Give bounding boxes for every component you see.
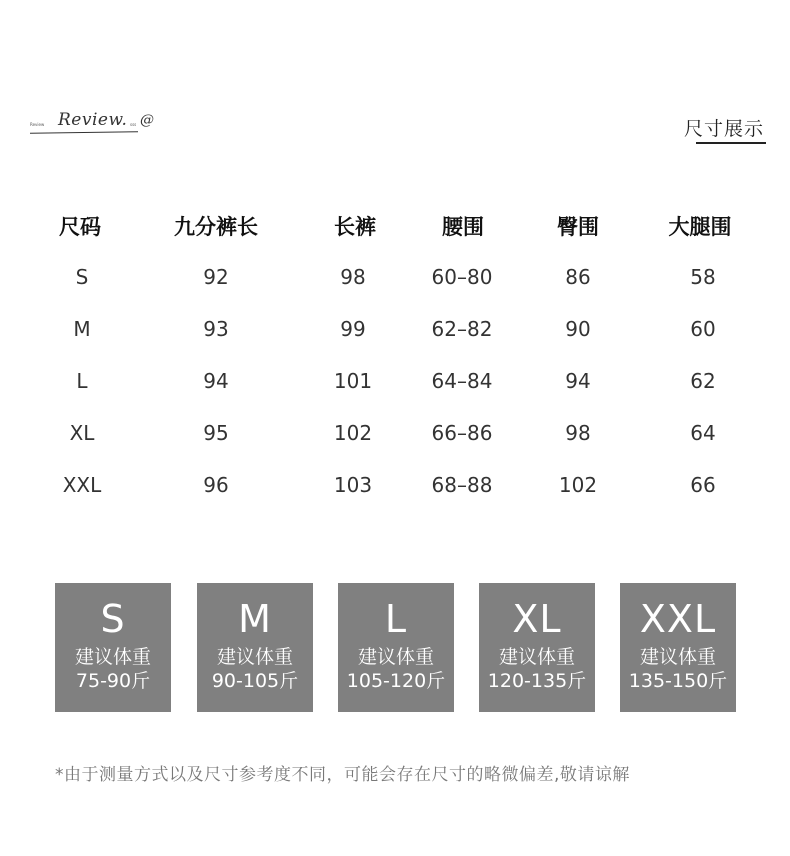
header-thigh: 大腿围 xyxy=(668,215,732,239)
table-row xyxy=(0,361,790,413)
logo-underline xyxy=(30,131,138,134)
table-cell: 98 xyxy=(565,421,591,445)
table-cell: 92 xyxy=(203,265,229,289)
header-size: 尺码 xyxy=(59,215,101,239)
logo-wordmark: Review. xyxy=(58,110,128,130)
table-cell: 66 xyxy=(690,473,716,497)
logo-tiny-text-left: Review xyxy=(30,122,45,127)
card-size: L xyxy=(384,597,408,641)
section-title-underline xyxy=(696,142,766,144)
table-cell: XXL xyxy=(62,473,102,497)
header-cropped-length: 九分裤长 xyxy=(174,215,258,239)
table-cell: XL xyxy=(69,421,95,445)
table-cell: M xyxy=(73,317,91,341)
table-cell: 68–88 xyxy=(431,473,493,497)
table-cell: 60–80 xyxy=(431,265,493,289)
table-cell: 66–86 xyxy=(431,421,493,445)
table-cell: 90 xyxy=(565,317,591,341)
weight-card-s xyxy=(55,583,171,712)
table-cell: 103 xyxy=(333,473,373,497)
table-cell: 96 xyxy=(203,473,229,497)
table-cell: L xyxy=(76,369,88,393)
table-cell: 102 xyxy=(333,421,373,445)
table-cell: 101 xyxy=(333,369,373,393)
weight-card-xxl xyxy=(620,583,736,712)
card-size: XXL xyxy=(639,597,717,641)
table-cell: 93 xyxy=(203,317,229,341)
size-table xyxy=(0,205,790,517)
weight-card-m xyxy=(197,583,313,712)
table-cell: 94 xyxy=(203,369,229,393)
table-row xyxy=(0,257,790,309)
table-cell: 58 xyxy=(690,265,716,289)
card-size: XL xyxy=(512,597,562,641)
card-weight-range: 120-135斤 xyxy=(487,670,587,692)
card-label: 建议体重 xyxy=(74,646,151,668)
table-cell: 64–84 xyxy=(431,369,493,393)
table-row xyxy=(0,465,790,517)
card-label: 建议体重 xyxy=(498,646,575,668)
card-weight-range: 90-105斤 xyxy=(211,670,299,692)
table-cell: 98 xyxy=(340,265,366,289)
card-label: 建议体重 xyxy=(216,646,293,668)
table-cell: 86 xyxy=(565,265,591,289)
table-row xyxy=(0,413,790,465)
section-title: 尺寸展示 xyxy=(684,118,765,140)
logo-swirl-icon: @ xyxy=(140,112,154,128)
table-cell: 62 xyxy=(690,369,716,393)
table-row xyxy=(0,309,790,361)
card-weight-range: 135-150斤 xyxy=(628,670,728,692)
card-weight-range: 105-120斤 xyxy=(346,670,446,692)
table-cell: 64 xyxy=(690,421,716,445)
card-size: M xyxy=(238,597,272,641)
table-header-row xyxy=(0,205,790,257)
table-cell: 99 xyxy=(340,317,366,341)
header-waist: 腰围 xyxy=(442,215,484,239)
table-cell: 60 xyxy=(690,317,716,341)
logo-tiny-text-right: sss xyxy=(130,122,137,127)
table-cell: 102 xyxy=(558,473,598,497)
weight-card-xl xyxy=(479,583,595,712)
card-label: 建议体重 xyxy=(357,646,434,668)
review-logo xyxy=(30,108,155,138)
table-cell: 94 xyxy=(565,369,591,393)
measurement-disclaimer: *由于测量方式以及尺寸参考度不同，可能会存在尺寸的略微偏差,敬请谅解 xyxy=(55,765,630,785)
card-weight-range: 75-90斤 xyxy=(75,670,151,692)
table-cell: 95 xyxy=(203,421,229,445)
card-size: S xyxy=(100,597,126,641)
table-cell: 62–82 xyxy=(431,317,493,341)
table-cell: S xyxy=(75,265,89,289)
weight-card-l xyxy=(338,583,454,712)
header-hip: 臀围 xyxy=(557,215,599,239)
header-full-length: 长裤 xyxy=(334,215,376,239)
weight-cards xyxy=(0,583,790,713)
card-label: 建议体重 xyxy=(639,646,716,668)
